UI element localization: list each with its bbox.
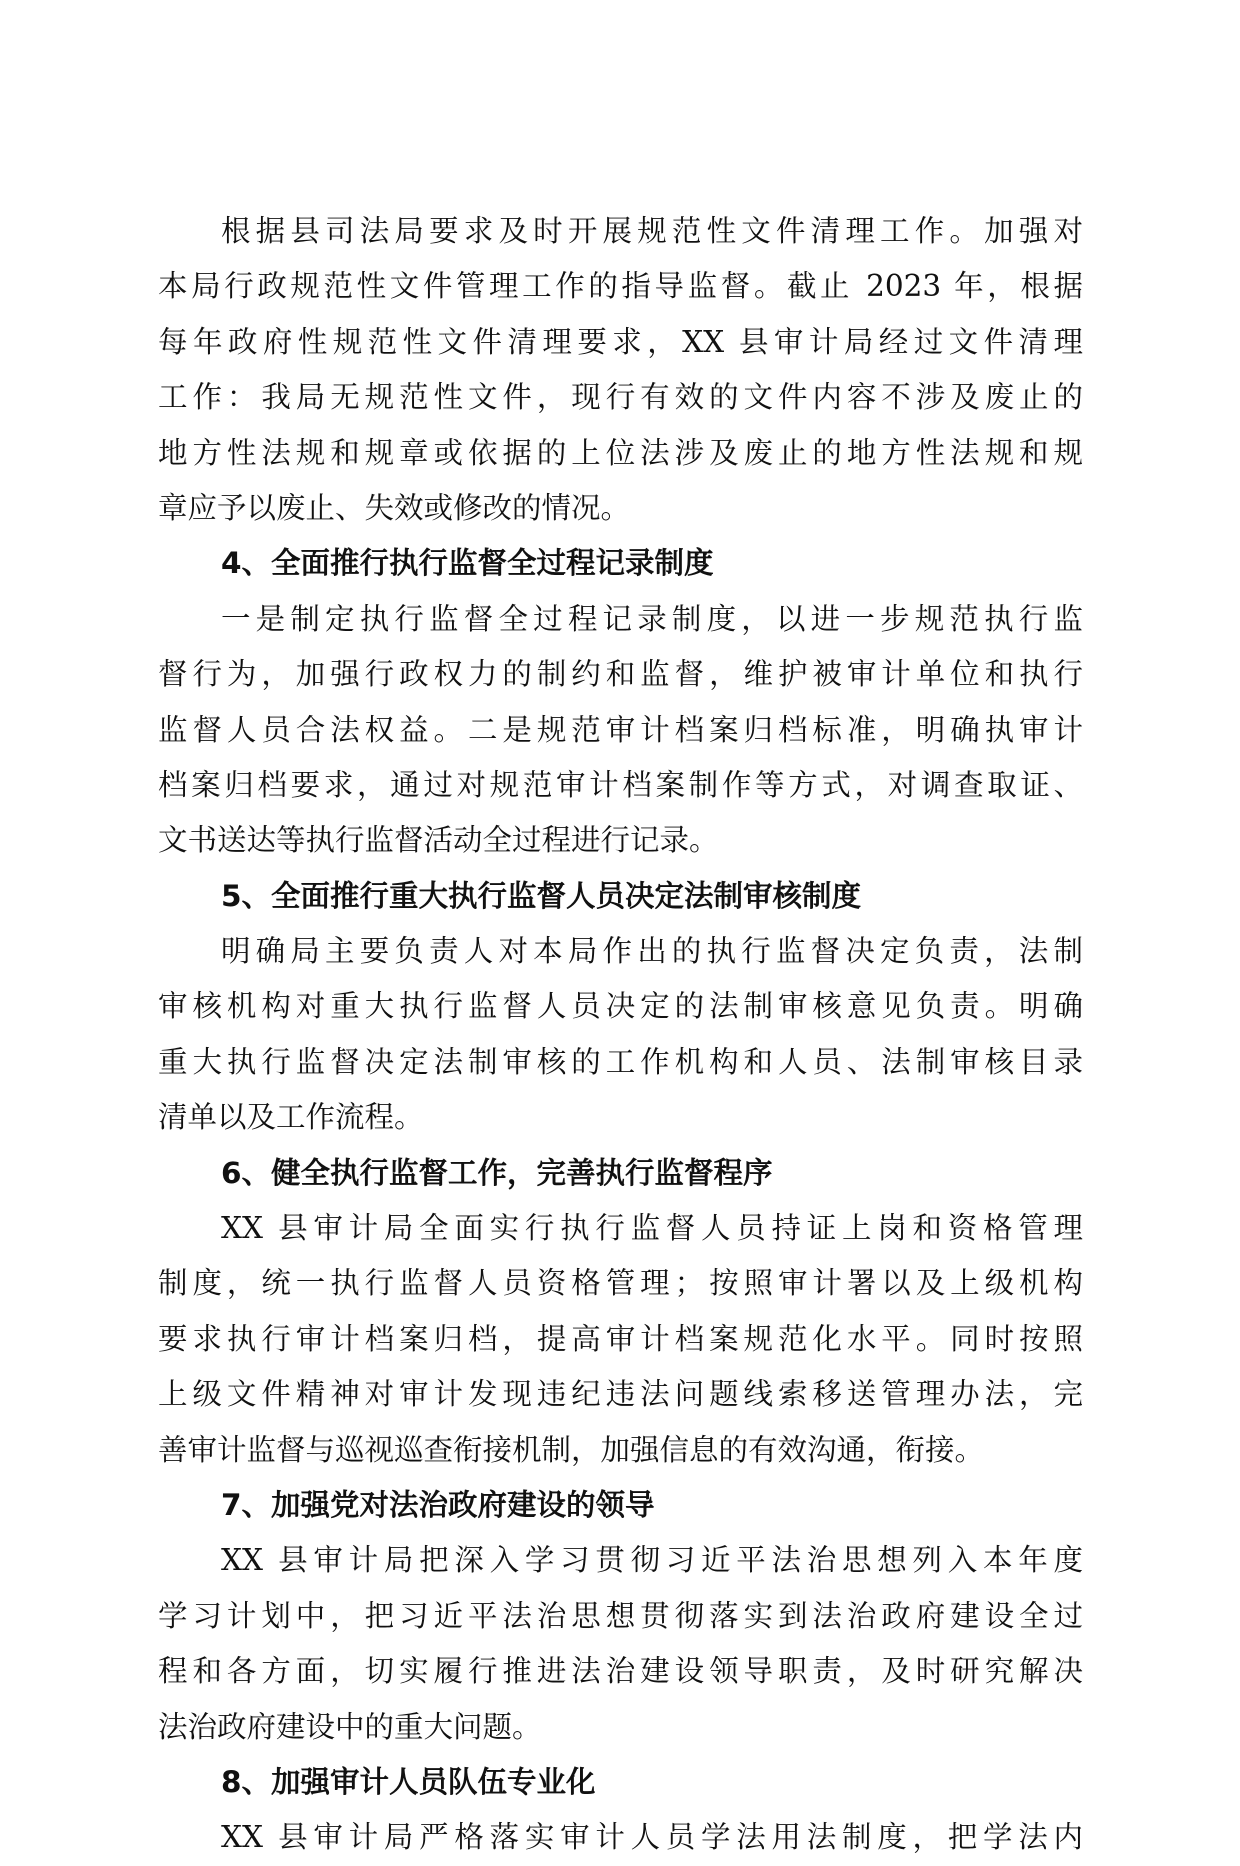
paragraph-line: 工作：我局无规范性文件，现行有效的文件内容不涉及废止的 xyxy=(158,380,1083,415)
section-heading-7: 7、加强党对法治政府建设的领导 xyxy=(221,1487,655,1522)
paragraph-line: 根据县司法局要求及时开展规范性文件清理工作。加强对 xyxy=(221,214,1083,248)
paragraph-line: 监督人员合法权益。二是规范审计档案归档标准，明确执审计 xyxy=(158,712,1083,747)
paragraph-line: 审核机构对重大执行监督人员决定的法制审核意见负责。明确 xyxy=(158,989,1083,1024)
paragraph-line: 制度，统一执行监督人员资格管理；按照审计署以及上级机构 xyxy=(158,1266,1083,1301)
section-heading-4: 4、全面推行执行监督全过程记录制度 xyxy=(221,546,714,581)
section-heading-5: 5、全面推行重大执行监督人员决定法制审核制度 xyxy=(221,878,862,913)
paragraph-line: 学习计划中，把习近平法治思想贯彻落实到法治政府建设全过 xyxy=(158,1598,1083,1633)
paragraph-line: 督行为，加强行政权力的制约和监督，维护被审计单位和执行 xyxy=(158,657,1083,692)
section-heading-8: 8、加强审计人员队伍专业化 xyxy=(221,1764,596,1799)
paragraph-line: 每年政府性规范性文件清理要求，XX 县审计局经过文件清理 xyxy=(158,324,1083,359)
paragraph-line: 上级文件精神对审计发现违纪违法问题线索移送管理办法，完 xyxy=(158,1377,1083,1412)
paragraph-line: 地方性法规和规章或依据的上位法涉及废止的地方性法规和规 xyxy=(158,435,1083,470)
paragraph-line: 本局行政规范性文件管理工作的指导监督。截止 2023 年，根据 xyxy=(158,269,1083,304)
paragraph-line: 程和各方面，切实履行推进法治建设领导职责，及时研究解决 xyxy=(158,1654,1083,1689)
paragraph-line: 明确局主要负责人对本局作出的执行监督决定负责，法制 xyxy=(221,934,1083,969)
paragraph-line: XX 县审计局全面实行执行监督人员持证上岗和资格管理 xyxy=(221,1211,1083,1246)
paragraph-line: 善审计监督与巡视巡查衔接机制，加强信息的有效沟通，衔接。 xyxy=(158,1432,985,1467)
paragraph-line: 法治政府建设中的重大问题。 xyxy=(158,1709,542,1744)
paragraph-line: 档案归档要求，通过对规范审计档案制作等方式，对调查取证、 xyxy=(158,767,1083,802)
paragraph-line: 重大执行监督决定法制审核的工作机构和人员、法制审核目录 xyxy=(158,1044,1083,1079)
paragraph-line: 一是制定执行监督全过程记录制度，以进一步规范执行监 xyxy=(221,601,1083,636)
section-heading-6: 6、健全执行监督工作，完善执行监督程序 xyxy=(221,1155,773,1190)
paragraph-line: XX 县审计局把深入学习贯彻习近平法治思想列入本年度 xyxy=(221,1543,1083,1578)
document-body xyxy=(158,204,1083,1866)
paragraph-line: 章应予以废止、失效或修改的情况。 xyxy=(158,490,631,525)
paragraph-line: 文书送达等执行监督活动全过程进行记录。 xyxy=(158,823,719,858)
paragraph-line: 要求执行审计档案归档，提高审计档案规范化水平。同时按照 xyxy=(158,1321,1083,1356)
paragraph-line: XX 县审计局严格落实审计人员学法用法制度，把学法内 xyxy=(221,1820,1083,1855)
paragraph-line: 清单以及工作流程。 xyxy=(158,1100,424,1135)
